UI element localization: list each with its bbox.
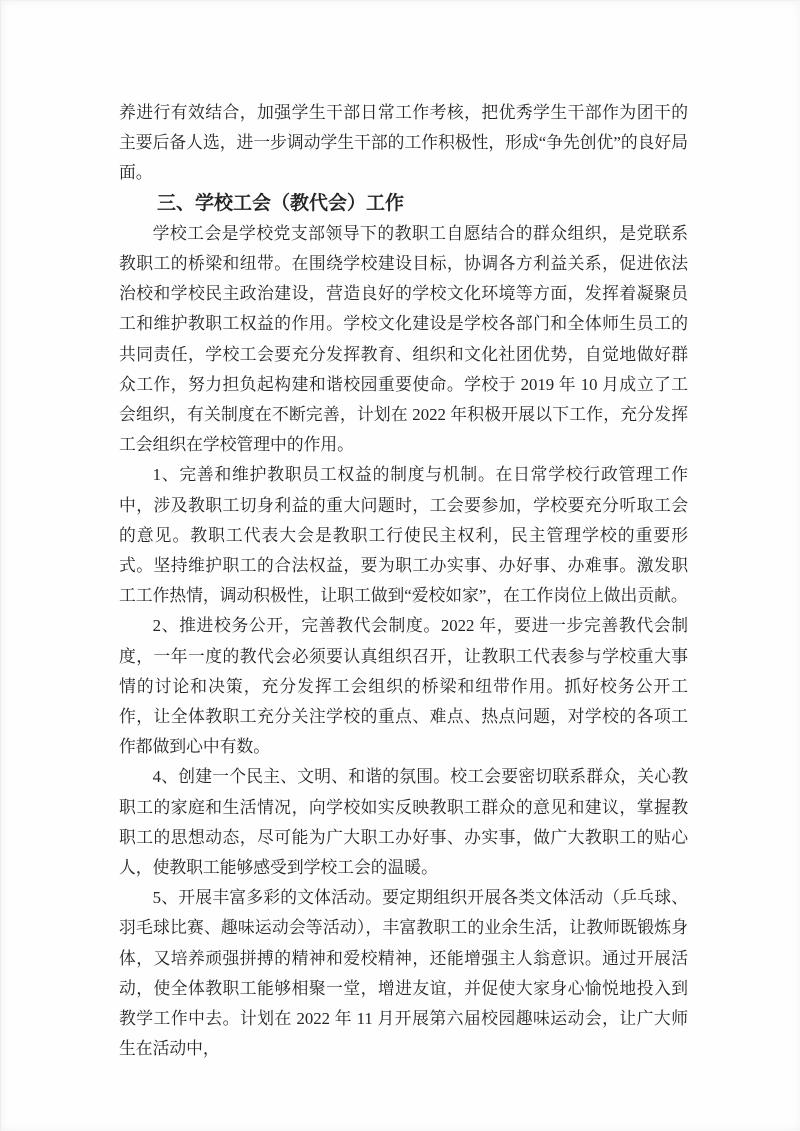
list-item-4: 4、创建一个民主、文明、和谐的氛围。校工会要密切联系群众，关心教职工的家庭和生活情况，向学校如实反映教职工群众的意见和建议，掌握教职工的思想动态，尽可能为广大职工办好事、办实事，做广大教职工的贴心人，使教职工能够感受到学校工会的温暖。: [119, 767, 688, 878]
section-heading: 三、学校工会（教代会）工作: [157, 192, 405, 214]
paragraph-union-intro: 学校工会是学校党支部领导下的教职工自愿结合的群众组织，是党联系教职工的桥梁和纽带。在围绕学校建设目标，协调各方利益关系，促进依法治校和学校民主政治建设，营造良好的学校文化环境等方面，发挥着凝聚员工和维护教职工权益的作用。学校文化建设是学校各部门和全体师生员工的共同责任，学校工会要充分发挥教育、组织和文化社团优势，自觉地做好群众工作，努力担负起构建和谐校园重要使命。学校于 2019 年 10 月成立了工会组织，有关制度在不断完善，计划在 2022 年积极开展以下工作，充分发挥工会组织在学校管理中的作用。: [119, 223, 688, 455]
paragraph-continuation: 养进行有效结合，加强学生干部日常工作考核，把优秀学生干部作为团干的主要后备人选，进一步调动学生干部的工作积极性，形成“争先创优”的良好局面。: [119, 103, 688, 183]
list-item-1: 1、完善和维护教职员工权益的制度与机制。在日常学校行政管理工作中，涉及教职工切身利益的重大问题时，工会要参加，学校要充分听取工会的意见。教职工代表大会是教职工行使民主权利，民主管理学校的重要形式。坚持维护职工的合法权益，要为职工办实事、办好事、办难事。激发职工工作热情，调动积极性，让职工做到“爱校如家”，在工作岗位上做出贡献。: [119, 465, 688, 606]
list-item-2: 2、推进校务公开，完善教代会制度。2022 年，要进一步完善教代会制度，一年一度的教代会必须要认真组织召开，让教职工代表参与学校重大事情的讨论和决策，充分发挥工会组织的桥梁和纽带作用。抓好校务公开工作，让全体教职工充分关注学校的重点、难点、热点问题，对学校的各项工作都做到心中有数。: [119, 616, 688, 757]
list-item-5: 5、开展丰富多彩的文体活动。要定期组织开展各类文体活动（乒乓球、羽毛球比赛、趣味运动会等活动），丰富教职工的业余生活，让教师既锻炼身体，又培养顽强拼搏的精神和爱校精神，还能增强主人翁意识。通过开展活动，使全体教职工能够相聚一堂，增进友谊，并促使大家身心愉悦地投入到教学工作中去。计划在 2022 年 11 月开展第六届校园趣味运动会，让广大师生在活动中，: [119, 888, 688, 1059]
document-body: [119, 98, 688, 1065]
